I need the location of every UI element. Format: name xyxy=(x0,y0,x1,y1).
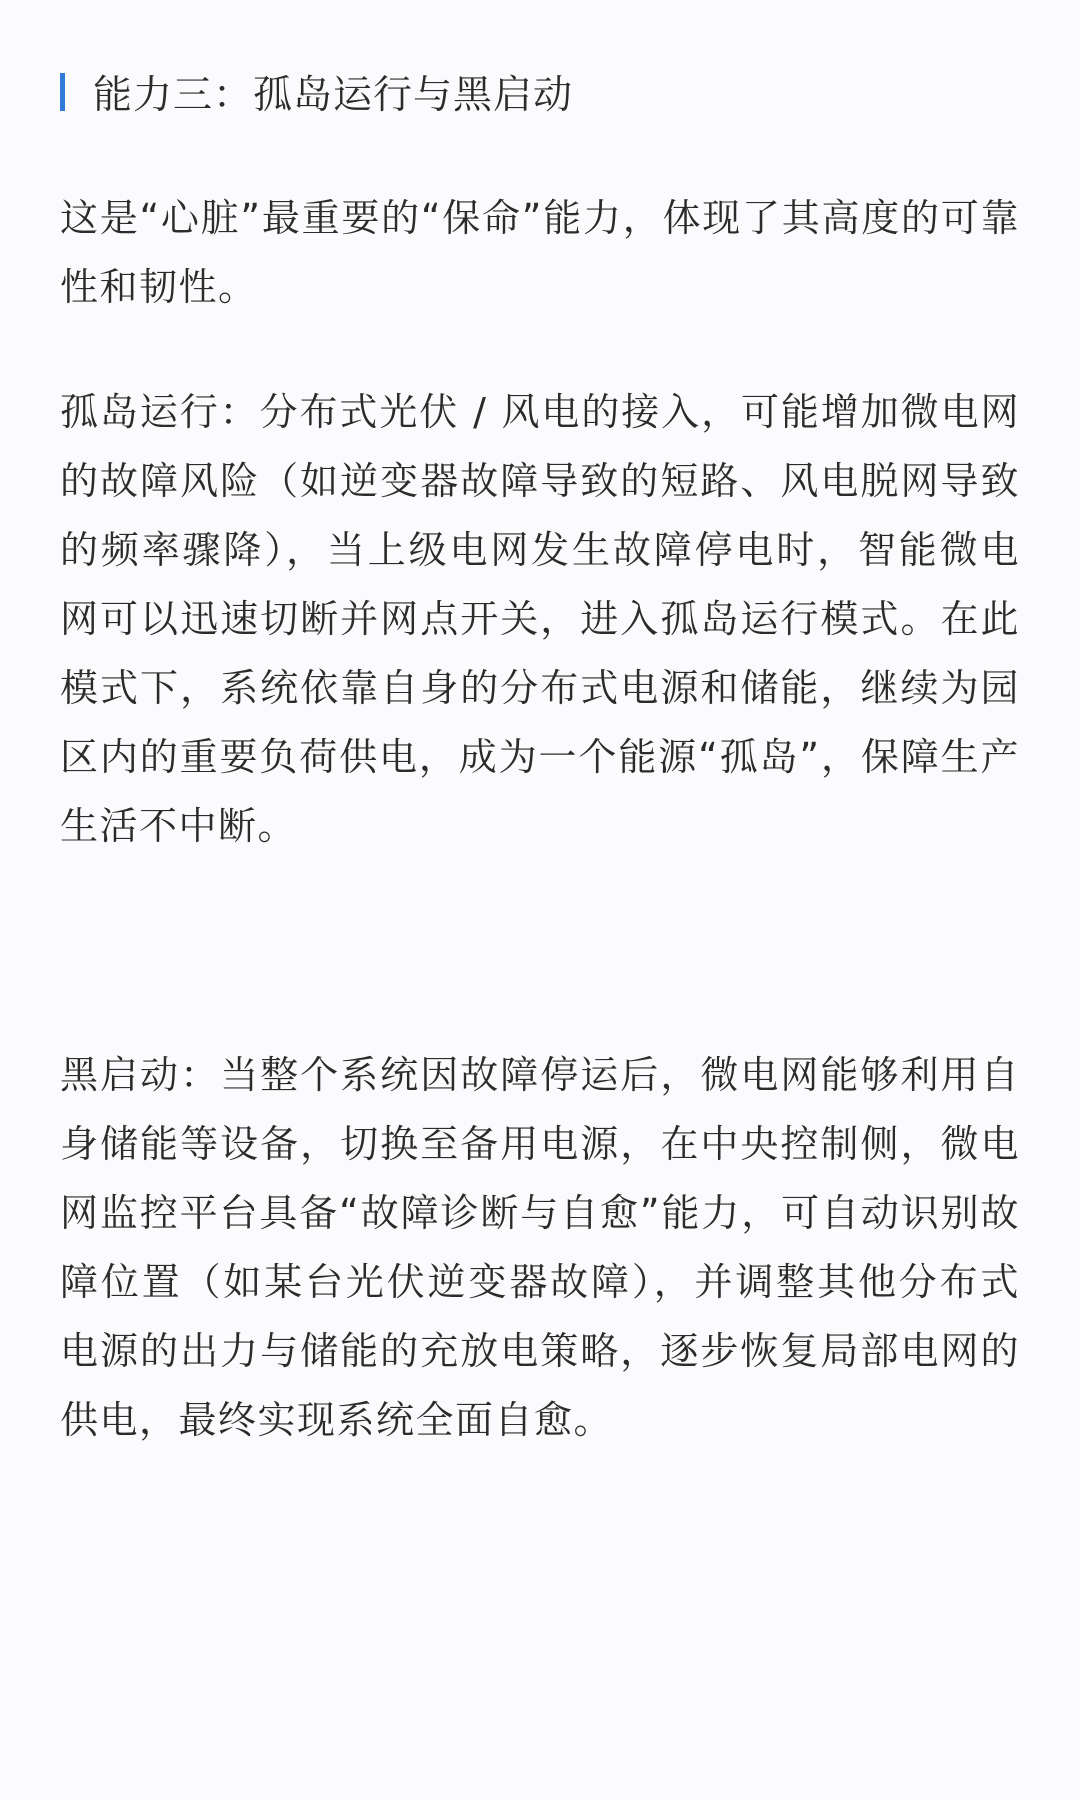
black-start-paragraph: 黑启动：当整个系统因故障停运后，微电网能够利用自身储能等设备，切换至备用电源，在中央控制侧，微电网监控平台具备“故障诊断与自愈”能力，可自动识别故障位置（如某台光伏逆变器故障），并调整其他分布式电源的出力与储能的充放电策略，逐步恢复局部电网的供电，最终实现系统全面自愈。 xyxy=(60,1053,1020,1442)
heading-accent-bar xyxy=(60,73,65,111)
section-title: 能力三：孤岛运行与黑启动 xyxy=(93,73,574,118)
intro-paragraph: 这是“心脏”最重要的“保命”能力，体现了其高度的可靠性和韧性。 xyxy=(60,196,1020,309)
section-heading xyxy=(60,62,573,122)
island-operation-paragraph: 孤岛运行：分布式光伏 / 风电的接入，可能增加微电网的故障风险（如逆变器故障导致的短路、风电脱网导致的频率骤降），当上级电网发生故障停电时，智能微电网可以迅速切断并网点开关，进入孤岛运行模式。在此模式下，系统依靠自身的分布式电源和储能，继续为园区内的重要负荷供电，成为一个能源“孤岛”，保障生产生活不中断。 xyxy=(60,390,1020,848)
